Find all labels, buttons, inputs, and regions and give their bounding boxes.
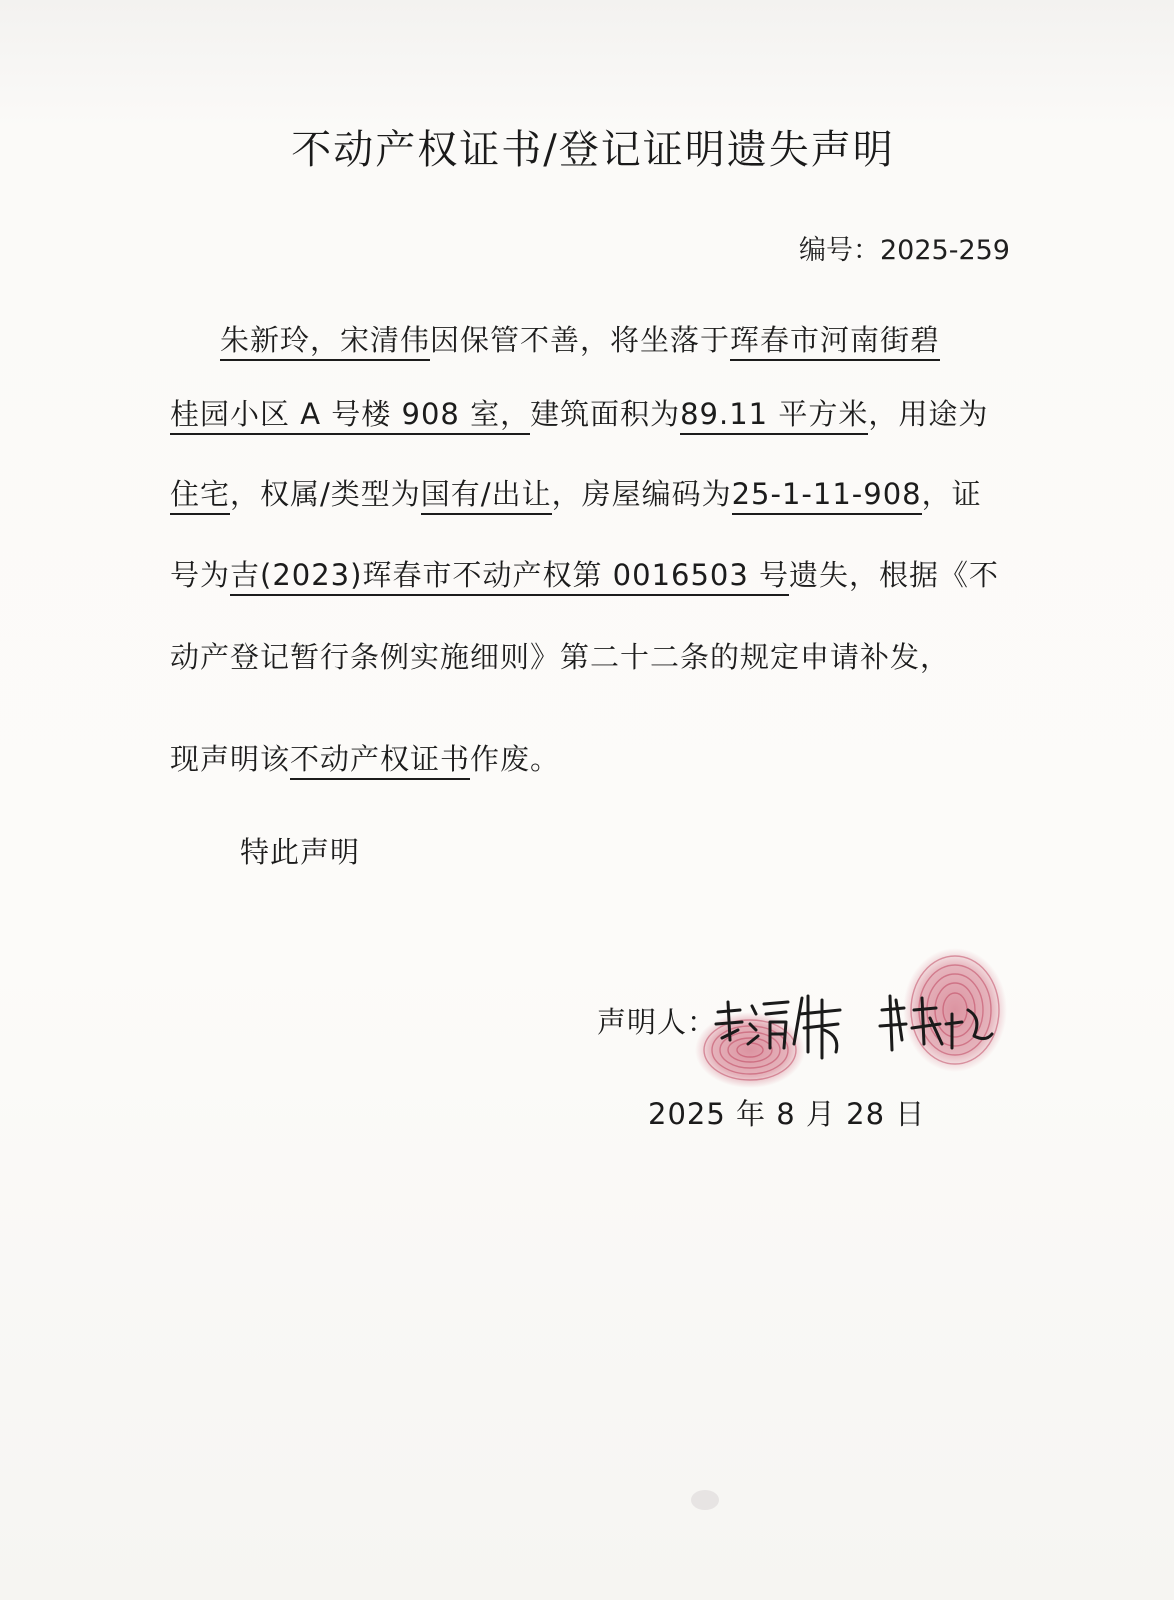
filled-field: 住宅	[170, 477, 230, 515]
filled-field: 25-1-11-908	[732, 477, 922, 515]
filled-field: 不动产权证书	[290, 742, 470, 780]
body-text: ，用途为	[868, 397, 989, 431]
body-text: 因保管不善，将坐落于	[430, 323, 731, 357]
filled-field: 吉(2023)珲春市不动产权第 0016503 号	[230, 558, 789, 596]
declarant-label: 声明人：	[597, 1005, 718, 1039]
body-text: 号为	[170, 558, 231, 592]
body-text: 现声明该	[170, 742, 291, 776]
document-title: 不动产权证书/登记证明遗失声明	[291, 127, 895, 173]
ink-smudge	[680, 1480, 730, 1520]
body-text: 遗失，根据《不	[789, 558, 1000, 592]
body-text: 作废。	[470, 742, 561, 776]
body-text: 建筑面积为	[530, 397, 681, 431]
body-text: ，证	[921, 477, 982, 511]
body-text: ，房屋编码为	[551, 477, 732, 511]
body-line	[220, 318, 940, 359]
body-line	[170, 635, 950, 676]
filled-field: 国有/出让	[421, 477, 552, 515]
body-line	[170, 553, 999, 594]
document-number	[799, 228, 1010, 267]
filled-field: 桂园小区 A 号楼 908 室，	[170, 397, 530, 435]
signature-area	[690, 940, 1030, 1100]
body-line	[170, 472, 982, 513]
body-text: ，权属/类型为	[230, 477, 421, 511]
body-line	[170, 392, 988, 433]
body-text: 动产登记暂行条例实施细则》第二十二条的规定申请补发，	[170, 640, 951, 674]
closing-statement: 特此声明	[240, 835, 361, 869]
declaration-date: 2025 年 8 月 28 日	[648, 1097, 926, 1131]
filled-field: 珲春市河南街碧	[730, 323, 940, 361]
document-number-value: 2025-259	[880, 235, 1010, 266]
document-number-label: 编号：	[799, 235, 880, 266]
body-line	[170, 737, 560, 778]
filled-field: 89.11 平方米	[680, 397, 868, 435]
filled-field: 朱新玲，宋清伟	[220, 323, 430, 361]
